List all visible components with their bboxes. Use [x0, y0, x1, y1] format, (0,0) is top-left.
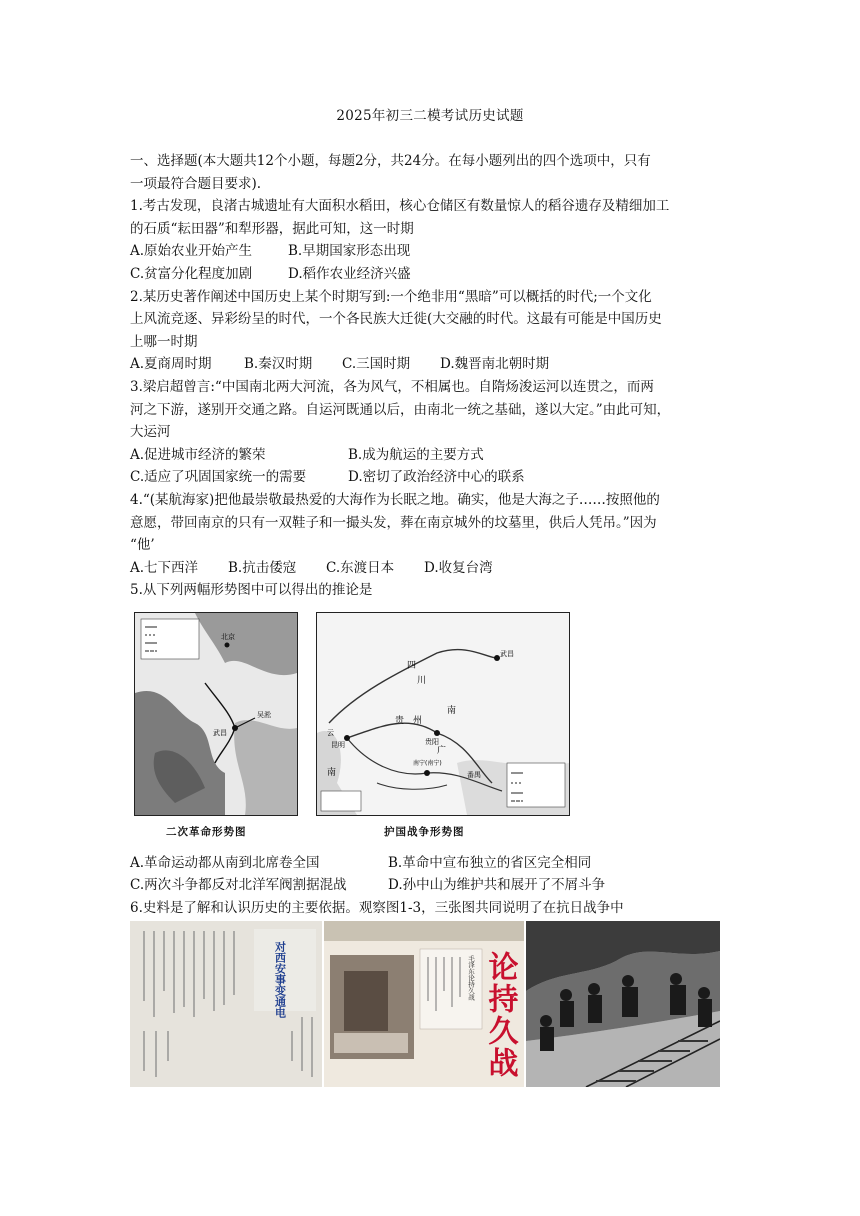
q3-options-row-2	[130, 466, 730, 489]
q1-option-a: A.原始农业开始产生	[130, 243, 253, 260]
q3-stem-line-3: 大运河	[130, 424, 171, 441]
q4-option-d: D.收复台湾	[424, 559, 493, 576]
q5-option-b: B.革命中宣布独立的省区完全相同	[388, 854, 592, 871]
q3-stem-line-1: 3.梁启超曾言:“中国南北两大河流，各为风气，不相属也。自隋炀浚运河以连贯之，而两	[130, 378, 654, 395]
q2-option-c: C.三国时期	[342, 356, 411, 373]
map2-label-guang: 广	[437, 745, 447, 756]
q6-photos	[130, 921, 720, 1087]
q2-stem-line-2: 上风流竞逐、异彩纷呈的时代，一个各民族大迁徙(大交融的时代。这最有可能是中国历史	[130, 311, 662, 328]
map2-label-sichuan-1: 四	[407, 660, 417, 671]
q3-stem-line-2: 河之下游，遂别开交通之路。自运河既通以后，由南北一统之基础，遂以大定。”由此可知，	[130, 401, 671, 418]
protracted-war-image	[324, 921, 524, 1087]
q3-option-b: B.成为航运的主要方式	[348, 446, 484, 463]
national-protection-war-map-drawing	[317, 613, 569, 815]
q4-option-b: B.抗击倭寇	[228, 559, 297, 576]
q4-stem-line-1: 4.“(某航海家)把他最崇敬最热爱的大海作为长眠之地。确实，他是大海之子……按照他的	[130, 491, 660, 508]
q3-option-d: D.密切了政治经济中心的联系	[348, 469, 525, 486]
telegram-document-image	[130, 921, 322, 1087]
map2-label-wuhan: 武昌	[500, 649, 514, 658]
q4-options-row	[130, 557, 730, 580]
map2-label-zhou: 州	[413, 715, 423, 726]
exam-title: 2025年初三二模考试历史试题	[336, 108, 524, 124]
q4-option-a: A.七下西洋	[130, 559, 199, 576]
map1-label-north: 北京	[221, 632, 235, 641]
q1-stem-line-1: 1.考古发现，良渚古城遗址有大面积水稻田，核心仓储区有数量惊人的稻谷遗存及精细加工	[130, 198, 670, 215]
map2-label-nanning: 南宁(南宁)	[413, 759, 442, 767]
map2-label-sichuan-2: 川	[417, 675, 427, 686]
national-protection-war-map-caption: 护国战争形势图	[384, 825, 465, 838]
photo-2-subtitle: 毛泽东论持久战	[467, 955, 475, 1001]
map2-label-nan2: 南	[327, 767, 337, 778]
photo-3-railway-sabotage	[526, 921, 720, 1087]
photo-2-title: 论持久战	[482, 951, 518, 1079]
national-protection-war-map	[316, 612, 570, 816]
q2-stem-line-1: 2.某历史著作阐述中国历史上某个时期写到:一个绝非用“黑暗”可以概括的时代;一个文化	[130, 288, 652, 305]
q3-option-c: C.适应了巩固国家统一的需要	[130, 469, 307, 486]
section-heading-line-2: 一项最符合题目要求).	[130, 175, 262, 192]
map2-label-hunan: 南	[447, 705, 457, 716]
q3-option-a: A.促进城市经济的繁荣	[130, 446, 266, 463]
q4-stem-line-3: “他’	[130, 537, 155, 554]
q5-option-c: C.两次斗争都反对北洋军阀割据混战	[130, 877, 347, 894]
q5-stem: 5.从下列两幅形势图中可以得出的推论是	[130, 582, 373, 599]
q2-option-d: D.魏晋南北朝时期	[440, 356, 550, 373]
q2-option-a: A.夏商周时期	[130, 356, 212, 373]
map2-label-gui: 贵	[395, 715, 405, 726]
q1-option-d: D.稻作农业经济兴盛	[288, 265, 411, 282]
q1-options-row-1	[130, 240, 730, 263]
second-revolution-map	[134, 612, 298, 816]
q1-options-row-2	[130, 263, 730, 286]
section-heading-line-1: 一、选择题(本大题共12个小题，每题2分，共24分。在每小题列出的四个选项中，只有	[130, 153, 651, 169]
q2-option-b: B.秦汉时期	[244, 356, 313, 373]
photo-1-title: 对西安事变通电	[273, 941, 287, 1018]
q2-options-row	[130, 353, 730, 376]
q5-maps	[130, 608, 730, 846]
photo-1-telegram	[130, 921, 322, 1087]
photo-2-protracted-war	[324, 921, 524, 1087]
map1-label-wuchang: 武昌	[213, 728, 227, 737]
q5-options-row-1	[130, 852, 730, 875]
q4-option-c: C.东渡日本	[326, 559, 395, 576]
second-revolution-map-caption: 二次革命形势图	[166, 825, 247, 838]
map2-label-guiyang: 贵阳	[425, 737, 439, 746]
q5-option-d: D.孙中山为维护共和展开了不屑斗争	[388, 877, 606, 894]
map2-label-panyu: 番禺	[467, 770, 481, 779]
second-revolution-map-drawing	[135, 613, 297, 815]
q1-option-c: C.贫富分化程度加剧	[130, 265, 253, 282]
map2-label-yunnan: 云	[327, 728, 334, 737]
exam-body	[130, 150, 730, 920]
q6-stem: 6.史料是了解和认识历史的主要依据。观察图1-3，三张图共同说明了在抗日战争中	[130, 900, 624, 917]
q1-stem-line-2: 的石质“耘田器”和犁形器，据此可知，这一时期	[130, 220, 414, 237]
map1-label-wusong: 吴淞	[257, 710, 271, 719]
q5-options-row-2	[130, 874, 730, 897]
railway-sabotage-image	[526, 921, 720, 1087]
q3-options-row-1	[130, 444, 730, 467]
q1-option-b: B.早期国家形态出现	[288, 243, 411, 260]
q4-stem-line-2: 意愿，带回南京的只有一双鞋子和一撮头发，葬在南京城外的坟墓里，供后人凭吊。”因为	[130, 514, 657, 531]
q2-stem-line-3: 上哪一时期	[130, 333, 198, 350]
q5-option-a: A.革命运动都从南到北席卷全国	[130, 854, 320, 871]
map2-label-kunming: 昆明	[331, 740, 345, 749]
